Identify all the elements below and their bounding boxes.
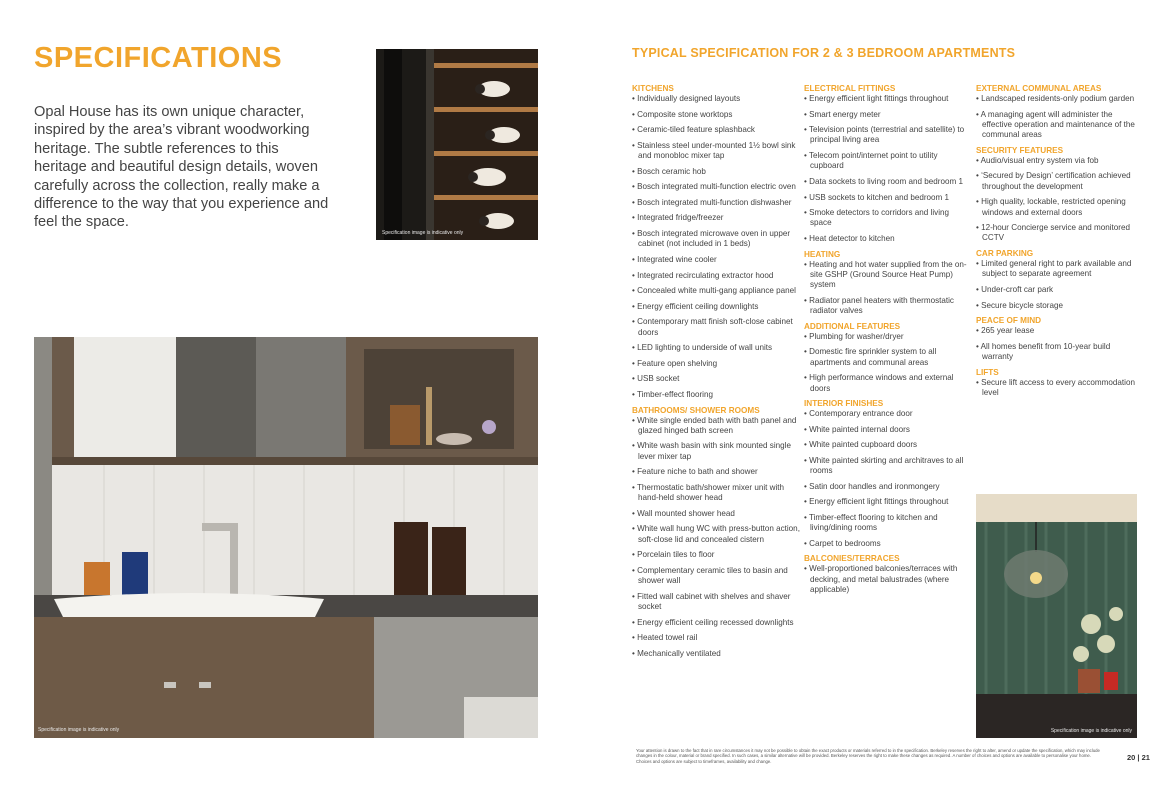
- list-item: • White wall hung WC with press-button action, soft-close lid and concealed cistern: [632, 524, 800, 545]
- section-title-peace-of-mind: PEACE OF MIND: [976, 316, 1042, 326]
- list-item: • Well-proportioned balconies/terraces with decking, and metal balustrades (where applicable): [804, 564, 970, 595]
- list-item: • Secure lift access to every accommodation level: [976, 378, 1140, 399]
- list-item: • 12-hour Concierge service and monitored CCTV: [976, 223, 1140, 244]
- list-item: • White painted skirting and architraves to all rooms: [804, 456, 970, 477]
- list-item: • Domestic fire sprinkler system to all apartments and communal areas: [804, 347, 970, 368]
- list-item: • Integrated recirculating extractor hood: [632, 271, 800, 281]
- list-item: • Feature open shelving: [632, 359, 800, 369]
- list-item: • Carpet to bedrooms: [804, 539, 970, 549]
- list-item: • Thermostatic bath/shower mixer unit with hand-held shower head: [632, 483, 800, 504]
- list-item: • Smart energy meter: [804, 110, 970, 120]
- external-list: [976, 94, 1140, 140]
- list-item: • Satin door handles and ironmongery: [804, 482, 970, 492]
- list-item: • Stainless steel under-mounted 1½ bowl sink and monobloc mixer tap: [632, 141, 800, 162]
- list-item: • Contemporary matt finish soft-close cabinet doors: [632, 317, 800, 338]
- list-item: • Feature niche to bath and shower: [632, 467, 800, 477]
- section-title-interior: INTERIOR FINISHES: [804, 399, 884, 409]
- car-parking-list: [976, 259, 1140, 311]
- bathroom-illustration: [34, 337, 538, 738]
- list-item: • Landscaped residents-only podium garden: [976, 94, 1140, 104]
- spec-column-1: [632, 84, 800, 664]
- list-item: • Bosch integrated microwave oven in upper cabinet (not included in 1 beds): [632, 229, 800, 250]
- list-item: • White wash basin with sink mounted single lever mixer tap: [632, 441, 800, 462]
- heating-list: [804, 260, 970, 317]
- list-item: • High performance windows and external doors: [804, 373, 970, 394]
- list-item: • Energy efficient ceiling recessed downlights: [632, 618, 800, 628]
- list-item: • Complementary ceramic tiles to basin and shower wall: [632, 566, 800, 587]
- list-item: • Data sockets to living room and bedroom 1: [804, 177, 970, 187]
- list-item: • Bosch integrated multi-function dishwasher: [632, 198, 800, 208]
- section-title-lifts: LIFTS: [976, 367, 999, 377]
- section-title-security: SECURITY FEATURES: [976, 145, 1064, 155]
- list-item: • Concealed white multi-gang appliance panel: [632, 286, 800, 296]
- image-caption: Specification image is indicative only: [382, 230, 464, 236]
- page-title: SPECIFICATIONS: [34, 42, 283, 74]
- list-item: • USB sockets to kitchen and bedroom 1: [804, 193, 970, 203]
- list-item: • Smoke detectors to corridors and living space: [804, 208, 970, 229]
- kitchens-list: [632, 94, 800, 400]
- list-item: • Composite stone worktops: [632, 110, 800, 120]
- list-item: • A managing agent will administer the effective operation and maintenance of the communal areas: [976, 110, 1140, 141]
- wine-cooler-illustration: [376, 49, 538, 240]
- list-item: • Under-croft car park: [976, 285, 1140, 295]
- list-item: • LED lighting to underside of wall units: [632, 343, 800, 353]
- section-title-electrical: ELECTRICAL FITTINGS: [804, 84, 896, 93]
- list-item: • Contemporary entrance door: [804, 409, 970, 419]
- list-item: • Plumbing for washer/dryer: [804, 332, 970, 342]
- list-item: • Individually designed layouts: [632, 94, 800, 104]
- image-caption: Specification image is indicative only: [38, 727, 120, 733]
- list-item: • USB socket: [632, 374, 800, 384]
- image-caption: Specification image is indicative only: [1050, 728, 1132, 734]
- disclaimer-text: Your attention is drawn to the fact that in rare circumstances it may not be possible to obtain the exact products or materials referred to in the specification. Berkeley reserves the right to alter, amend or update the specification, which may include changes in the colour, material or brand specified. In such cases, a similar alternative will be provided. Berkeley reserves the right to make these changes as required. A number of choices and options are available to personalise your home. Choices and options are subject to timeframes, availability and change.: [636, 748, 1100, 764]
- list-item: • Energy efficient light fittings throughout: [804, 497, 970, 507]
- lifts-list: [976, 378, 1140, 399]
- peace-of-mind-list: [976, 326, 1140, 362]
- list-item: • Heat detector to kitchen: [804, 234, 970, 244]
- section-title-heating: HEATING: [804, 249, 841, 259]
- list-item: • All homes benefit from 10-year build warranty: [976, 342, 1140, 363]
- bathrooms-list: [632, 416, 800, 660]
- electrical-list: [804, 94, 970, 244]
- section-title-additional: ADDITIONAL FEATURES: [804, 321, 901, 331]
- list-item: • Telecom point/internet point to utility cupboard: [804, 151, 970, 172]
- list-item: • High quality, lockable, restricted opening windows and external doors: [976, 197, 1140, 218]
- section-title-external: EXTERNAL COMMUNAL AREAS: [976, 84, 1102, 93]
- section-title-balconies: BALCONIES/TERRACES: [804, 554, 900, 564]
- list-item: • White painted internal doors: [804, 425, 970, 435]
- list-item: • Energy efficient light fittings throughout: [804, 94, 970, 104]
- list-item: • White single ended bath with bath panel and glazed hinged bath screen: [632, 416, 800, 437]
- page-numbers: 20 | 21: [1127, 753, 1150, 762]
- list-item: • Bosch integrated multi-function electric oven: [632, 182, 800, 192]
- section-title-kitchens: KITCHENS: [632, 84, 674, 93]
- list-item: • Energy efficient ceiling downlights: [632, 302, 800, 312]
- pendant-lamp-image: [976, 494, 1137, 738]
- list-item: • Heated towel rail: [632, 633, 800, 643]
- list-item: • 265 year lease: [976, 326, 1140, 336]
- spec-column-3: [976, 84, 1140, 404]
- list-item: • White painted cupboard doors: [804, 440, 970, 450]
- pendant-lamp-illustration: [976, 494, 1137, 738]
- list-item: • Mechanically ventilated: [632, 649, 800, 659]
- wine-cooler-image: [376, 49, 538, 240]
- list-item: • Timber-effect flooring: [632, 390, 800, 400]
- bathroom-image: [34, 337, 538, 738]
- intro-paragraph: Opal House has its own unique character, inspired by the area’s vibrant woodworking heritage. The subtle references to this heritage and beautiful design details, woven carefully across the collection, really make a difference to the way that you experience and feel the space.: [34, 104, 329, 231]
- list-item: • Timber-effect flooring to kitchen and living/dining rooms: [804, 513, 970, 534]
- list-item: • Fitted wall cabinet with shelves and shaver socket: [632, 592, 800, 613]
- list-item: • Porcelain tiles to floor: [632, 550, 800, 560]
- list-item: • Radiator panel heaters with thermostatic radiator valves: [804, 296, 970, 317]
- list-item: • Limited general right to park available and subject to separate agreement: [976, 259, 1140, 280]
- balconies-list: [804, 564, 970, 595]
- security-list: [976, 156, 1140, 244]
- list-item: • ‘Secured by Design’ certification achieved throughout the development: [976, 171, 1140, 192]
- additional-list: [804, 332, 970, 394]
- spec-column-2: [804, 84, 970, 601]
- list-item: • Heating and hot water supplied from the on-site GSHP (Ground Source Heat Pump) system: [804, 260, 970, 291]
- list-item: • Audio/visual entry system via fob: [976, 156, 1140, 166]
- section-title-bathrooms: BATHROOMS/ SHOWER ROOMS: [632, 405, 760, 415]
- list-item: • Secure bicycle storage: [976, 301, 1140, 311]
- list-item: • Integrated wine cooler: [632, 255, 800, 265]
- section-title-car-parking: CAR PARKING: [976, 249, 1034, 259]
- list-item: • Wall mounted shower head: [632, 509, 800, 519]
- list-item: • Television points (terrestrial and satellite) to principal living area: [804, 125, 970, 146]
- list-item: • Bosch ceramic hob: [632, 167, 800, 177]
- spec-heading: TYPICAL SPECIFICATION FOR 2 & 3 BEDROOM APARTMENTS: [632, 46, 1016, 60]
- list-item: • Ceramic-tiled feature splashback: [632, 125, 800, 135]
- interior-list: [804, 409, 970, 549]
- list-item: • Integrated fridge/freezer: [632, 213, 800, 223]
